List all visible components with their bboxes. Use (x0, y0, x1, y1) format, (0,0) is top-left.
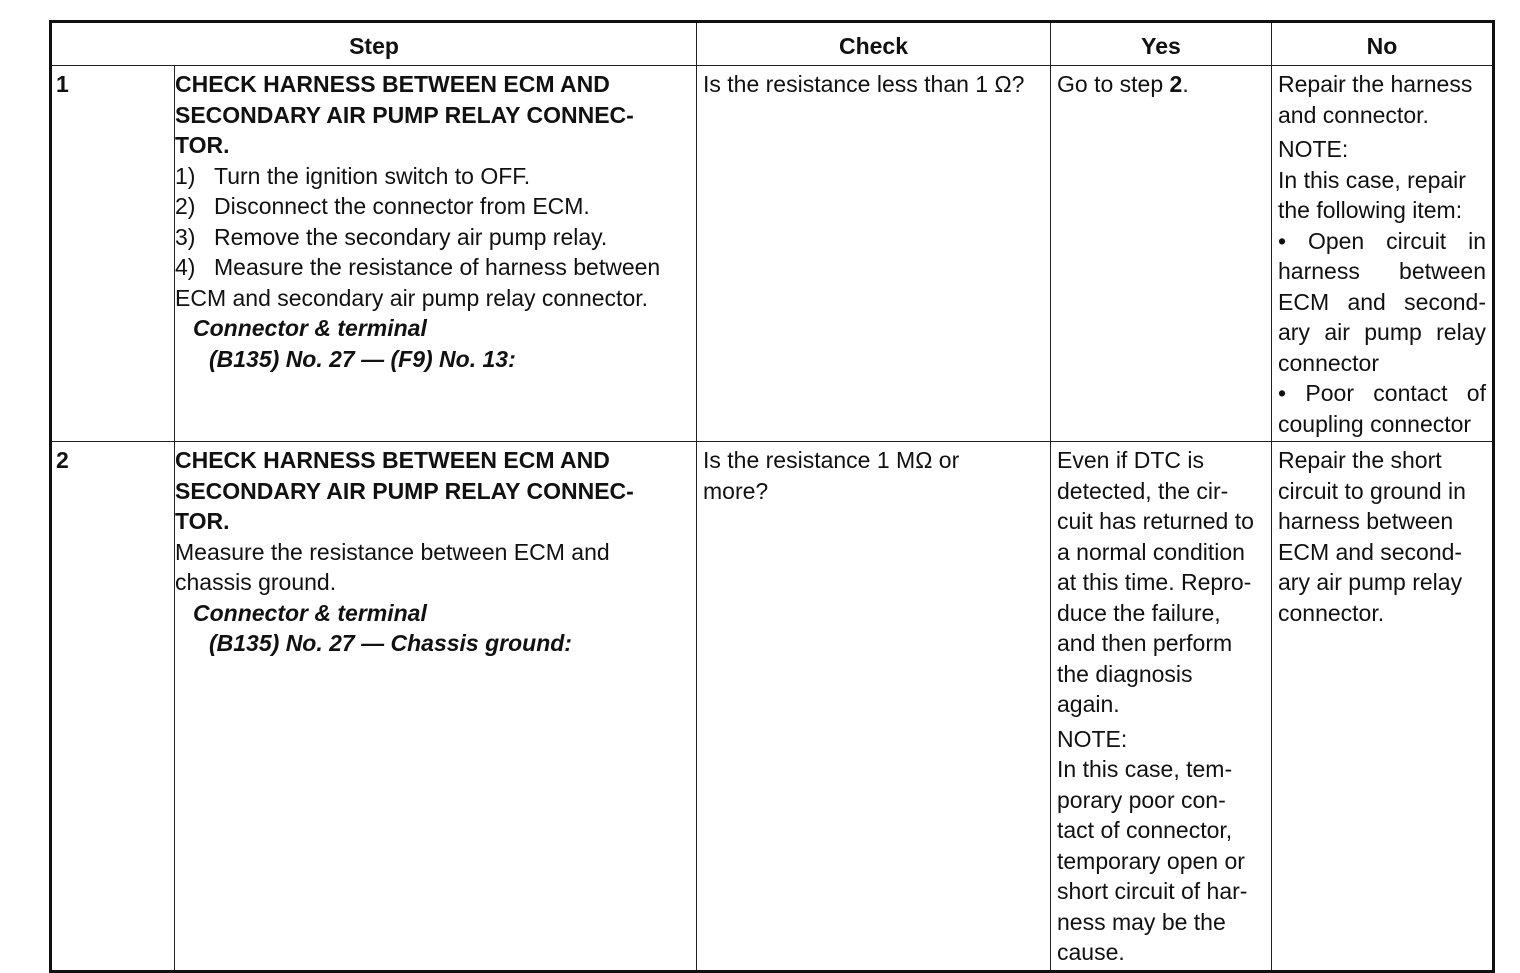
yes-text-line: Even if DTC is (1057, 447, 1204, 473)
yes-text-line: cuit has returned to (1057, 508, 1254, 534)
step-number: 1 (51, 66, 175, 442)
no-text-line: circuit to ground in (1278, 477, 1466, 504)
yes-text-line: again. (1057, 691, 1120, 717)
note-line: porary poor con- (1057, 786, 1226, 813)
step-cell (175, 66, 697, 442)
no-text-line: harness between (1278, 508, 1454, 534)
note-label: NOTE: (1278, 136, 1349, 162)
no-text-line: ary air pump relay (1278, 569, 1463, 595)
no-text-line: connector. (1278, 599, 1385, 626)
check-text: Is the resistance less than 1 Ω? (703, 71, 1025, 97)
step-title-line: TOR. (175, 508, 230, 534)
table-row (51, 442, 1494, 972)
yes-text-line: and then perform (1057, 630, 1233, 656)
step-title-line: TOR. (175, 132, 230, 158)
step-body-line: chassis ground. (175, 569, 337, 595)
connector-value: (B135) No. 27 — Chassis ground: (209, 630, 572, 656)
substep: 4) Measure the resistance of harness between (175, 254, 661, 280)
yes-cell (1051, 442, 1272, 972)
header-step: Step (51, 22, 697, 66)
substep-continuation: ECM and secondary air pump relay connector. (175, 284, 649, 311)
no-cell (1272, 442, 1494, 972)
step-title-line: CHECK HARNESS BETWEEN ECM AND (175, 447, 610, 473)
note-label: NOTE: (1057, 725, 1128, 752)
step-title-line: SECONDARY AIR PUMP RELAY CONNEC- (175, 477, 634, 504)
note-bullet: • Open circuit in harness between ECM and second-ary air pump relay connector (1278, 227, 1486, 376)
yes-text-line: detected, the cir- (1057, 477, 1229, 504)
no-text-line: Repair the harness (1278, 71, 1473, 97)
yes-text-line: the diagnosis (1057, 660, 1193, 687)
step-title-line: CHECK HARNESS BETWEEN ECM AND (175, 71, 610, 97)
substep: 3) Remove the secondary air pump relay. (175, 223, 608, 250)
yes-text-line: at this time. Repro- (1057, 569, 1252, 595)
yes-cell (1051, 66, 1272, 442)
connector-value: (B135) No. 27 — (F9) No. 13: (209, 345, 516, 372)
check-cell (697, 66, 1051, 442)
note-line: the following item: (1278, 197, 1463, 223)
step-number: 2 (51, 442, 175, 972)
yes-text-line: a normal condition (1057, 538, 1245, 565)
connector-label: Connector & terminal (193, 599, 427, 626)
check-text-line: Is the resistance 1 MΩ or (703, 447, 960, 473)
header-row (51, 22, 1494, 66)
substep: 1) Turn the ignition switch to OFF. (175, 162, 531, 189)
note-line: cause. (1057, 939, 1125, 965)
header-yes: Yes (1051, 22, 1272, 66)
note-line: short circuit of har- (1057, 878, 1248, 904)
connector-label: Connector & terminal (193, 315, 427, 341)
step-link: 2 (1169, 71, 1183, 97)
step-title-line: SECONDARY AIR PUMP RELAY CONNEC- (175, 101, 634, 128)
note-line: ness may be the (1057, 908, 1226, 935)
step-cell (175, 442, 697, 972)
note-line: temporary open or (1057, 847, 1245, 874)
header-check: Check (697, 22, 1051, 66)
check-cell (697, 442, 1051, 972)
yes-text: Go to step 2. (1057, 71, 1189, 97)
substep: 2) Disconnect the connector from ECM. (175, 193, 590, 219)
no-text-line: and connector. (1278, 101, 1429, 128)
table-row (51, 66, 1494, 442)
diagnostic-table (49, 20, 1495, 973)
note-line: In this case, tem- (1057, 756, 1233, 782)
step-body-line: Measure the resistance between ECM and (175, 538, 610, 565)
note-bullet: • Poor contact of coupling connector (1278, 380, 1486, 437)
no-text-line: ECM and second- (1278, 538, 1463, 565)
yes-text-line: duce the failure, (1057, 599, 1221, 626)
no-cell (1272, 66, 1494, 442)
note-line: tact of connector, (1057, 817, 1233, 843)
no-text-line: Repair the short (1278, 447, 1442, 473)
header-no: No (1272, 22, 1494, 66)
note-line: In this case, repair (1278, 166, 1466, 193)
check-text-line: more? (703, 477, 769, 504)
